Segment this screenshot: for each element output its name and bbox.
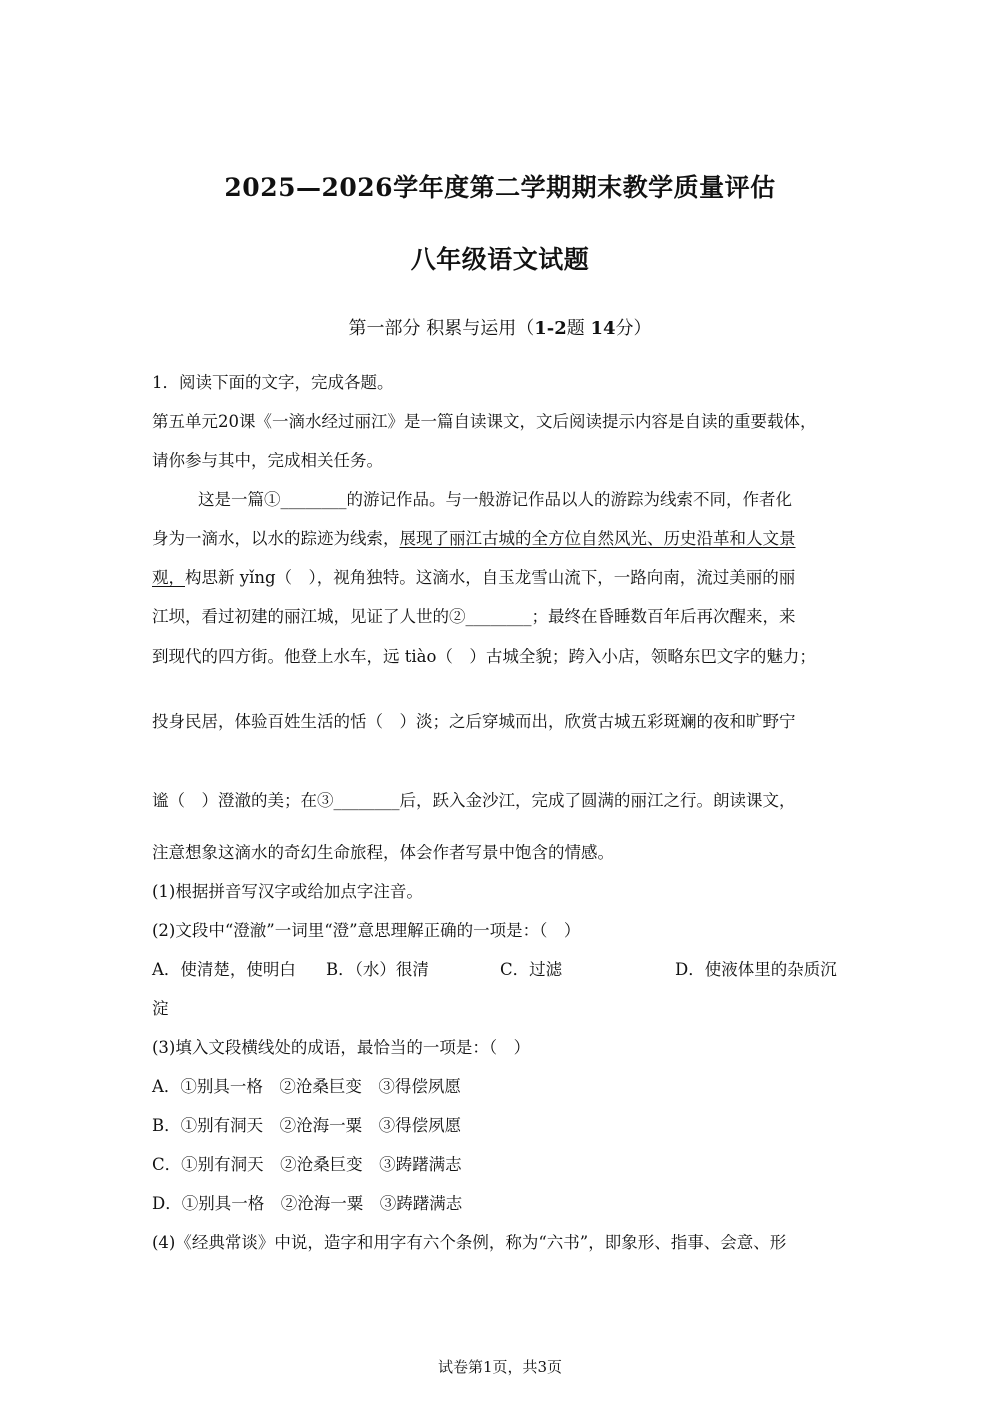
section-heading bbox=[0, 314, 1000, 340]
option-c: C．过滤 bbox=[500, 960, 563, 979]
sub-question-3: (3)填入文段横线处的成语，最恰当的一项是：（ ） bbox=[152, 1038, 531, 1057]
section-heading-mid: 题 bbox=[566, 318, 591, 339]
passage-line-7: 谧（ ）澄澈的美；在③________后，跃入金沙江，完成了圆满的丽江之行。朗读课文， bbox=[152, 791, 796, 810]
passage-line-2-text: 身为一滴水，以水的踪迹为线索， bbox=[152, 529, 400, 548]
option-b: B．（水）很清 bbox=[326, 960, 429, 979]
section-heading-score: 14 bbox=[590, 318, 616, 339]
option-d-continuation: 淀 bbox=[152, 999, 169, 1018]
passage-line-5: 到现代的四方街。他登上水车，远 tiào（ ）古城全貌；跨入小店，领略东巴文字的魅力； bbox=[152, 647, 816, 666]
passage-line-3-text: 构思新 yǐng（ ），视角独特。这滴水，自玉龙雪山流下，一路向南，流过美丽的丽 bbox=[185, 568, 796, 587]
sub-question-3-option-a: A．①别具一格 ②沧桑巨变 ③得偿夙愿 bbox=[152, 1077, 461, 1096]
page-footer: 试卷第1页，共3页 bbox=[437, 1358, 563, 1376]
passage-line-3 bbox=[152, 567, 852, 589]
section-heading-range: 1-2 bbox=[534, 318, 567, 339]
sub-question-4: (4)《经典常谈》中说，造字和用字有六个条例，称为“六书”，即象形、指事、会意、形 bbox=[152, 1233, 787, 1252]
section-heading-post: 分） bbox=[615, 318, 652, 339]
exam-subtitle: 八年级语文试题 bbox=[410, 245, 590, 274]
question-1-intro-line-1: 第五单元20课《一滴水经过丽江》是一篇自读课文，文后阅读提示内容是自读的重要载体， bbox=[152, 412, 817, 431]
sub-question-3-option-d: D．①别具一格 ②沧海一粟 ③踌躇满志 bbox=[152, 1194, 463, 1213]
underlined-phrase: 展现了丽江古城的全方位自然风光、历史沿革和人文景 bbox=[399, 529, 796, 548]
sub-question-1: (1)根据拼音写汉字或给加点字注音。 bbox=[152, 882, 423, 901]
underlined-phrase-end: 观， bbox=[152, 568, 185, 587]
passage-line-8: 注意想象这滴水的奇幻生命旅程，体会作者写景中饱含的情感。 bbox=[152, 843, 614, 862]
option-d: D．使液体里的杂质沉 bbox=[675, 960, 837, 979]
exam-title: 2025—2026学年度第二学期期末教学质量评估 bbox=[224, 173, 776, 202]
passage-line-6: 投身民居，体验百姓生活的恬（ ）淡；之后穿城而出，欣赏古城五彩斑斓的夜和旷野宁 bbox=[152, 712, 796, 731]
question-1-stem: 1．阅读下面的文字，完成各题。 bbox=[152, 373, 394, 392]
option-a: A．使清楚，使明白 bbox=[152, 960, 296, 979]
passage-line-4: 江坝，看过初建的丽江城，见证了人世的②________；最终在昏睡数百年后再次醒来，来 bbox=[152, 607, 796, 626]
sub-question-2: (2)文段中“澄澈”一词里“澄”意思理解正确的一项是：（ ） bbox=[152, 921, 581, 940]
question-1-intro-line-2: 请你参与其中，完成相关任务。 bbox=[152, 451, 383, 470]
passage-line-2 bbox=[152, 528, 852, 550]
sub-question-3-option-b: B．①别有洞天 ②沧海一粟 ③得偿夙愿 bbox=[152, 1116, 462, 1135]
passage-line-1: 这是一篇①________的游记作品。与一般游记作品以人的游踪为线索不同，作者化 bbox=[198, 490, 792, 509]
section-heading-pre: 第一部分 积累与运用（ bbox=[348, 318, 535, 339]
sub-question-2-options bbox=[152, 959, 852, 981]
sub-question-3-option-c: C．①别有洞天 ②沧桑巨变 ③踌躇满志 bbox=[152, 1155, 462, 1174]
